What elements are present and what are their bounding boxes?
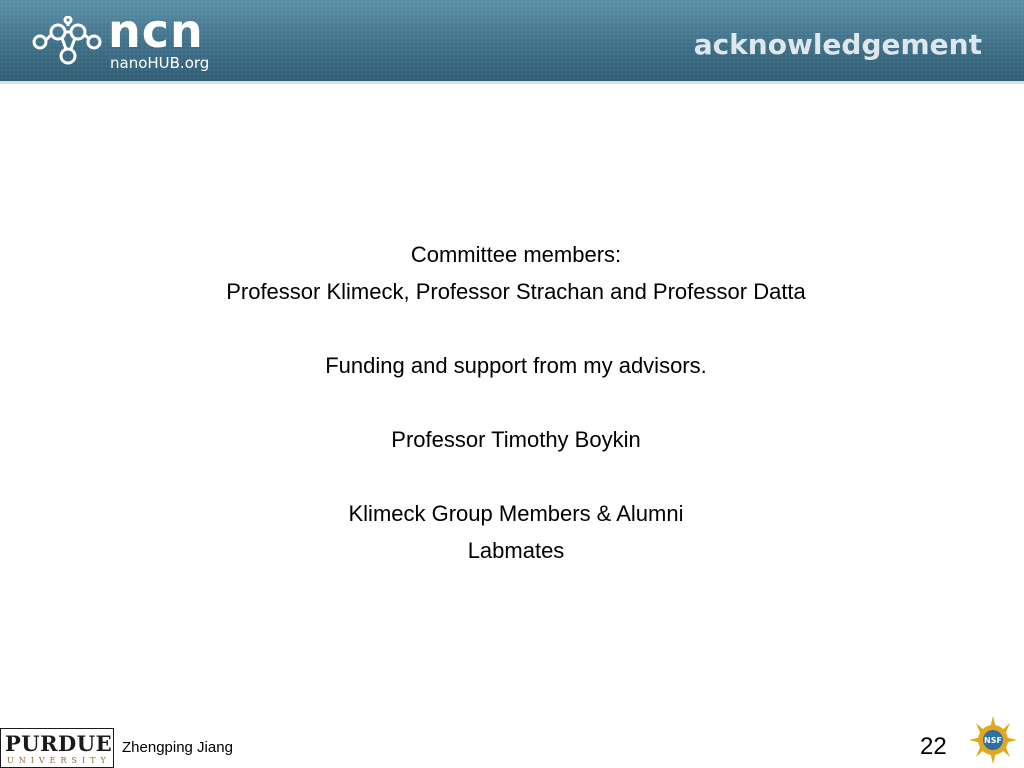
page-number: 22	[920, 733, 947, 760]
section-title: acknowledgement	[693, 28, 982, 61]
nanohub-subtitle: nanoHUB.org	[110, 54, 210, 72]
slide-header	[0, 0, 1024, 84]
group-line: Klimeck Group Members & Alumni	[348, 501, 684, 526]
molecule-icon	[30, 16, 102, 68]
committee-heading: Committee members:	[410, 242, 622, 267]
boykin-line: Professor Timothy Boykin	[391, 427, 641, 452]
purdue-logo	[0, 728, 114, 768]
author-name: Zhengping Jiang	[122, 739, 233, 756]
nsf-label: NSF	[984, 736, 1002, 745]
purdue-wordmark: PURDUE	[5, 731, 113, 756]
ncn-logo: ncn	[108, 4, 204, 58]
nsf-seal-icon	[968, 714, 1018, 766]
labmates-line: Labmates	[467, 538, 565, 563]
slide-body	[0, 236, 1024, 569]
committee-names: Professor Klimeck, Professor Strachan and Professor Datta	[226, 279, 806, 304]
university-wordmark: UNIVERSITY	[7, 756, 111, 765]
funding-line: Funding and support from my advisors.	[325, 353, 707, 378]
